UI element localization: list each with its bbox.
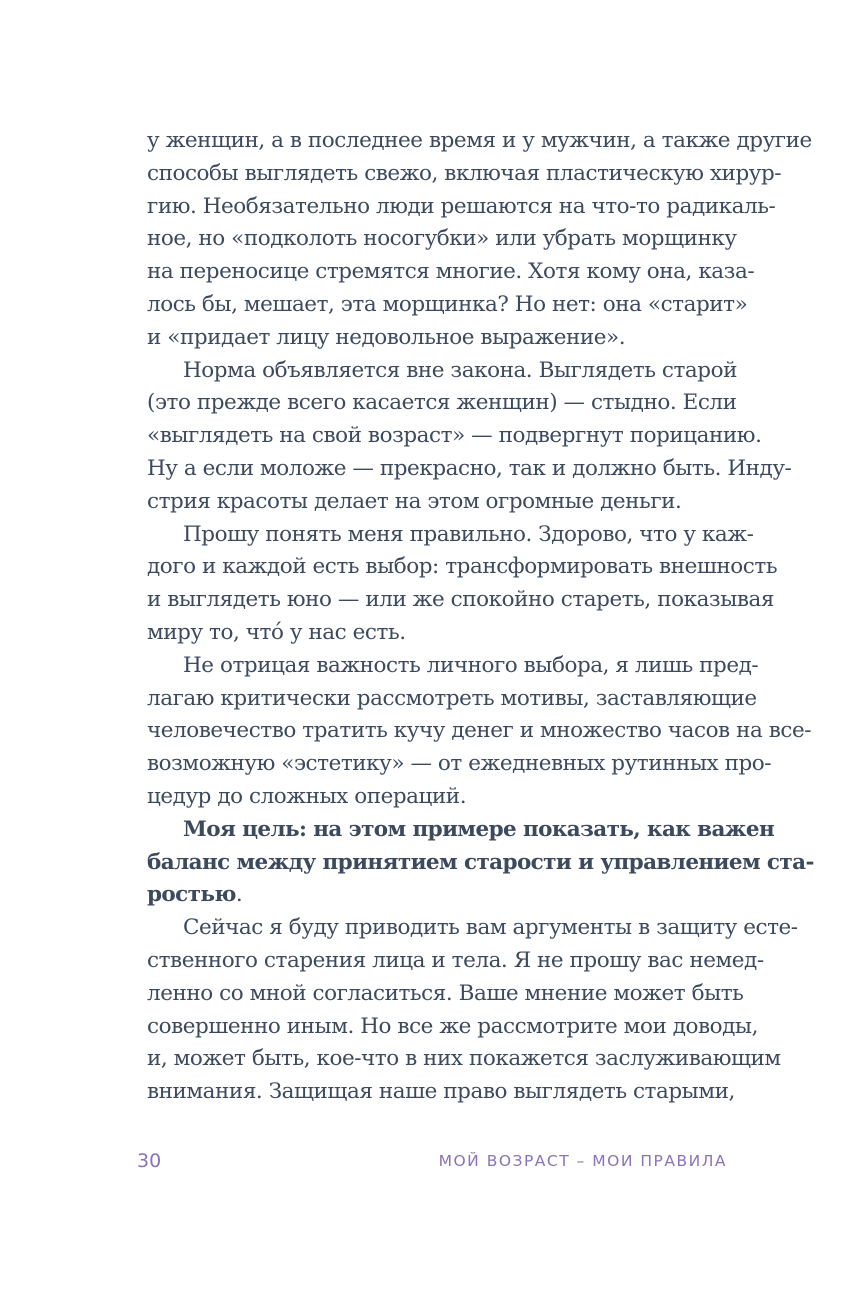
text-line: гию. Необязательно люди решаются на что-то радикаль- [147, 193, 776, 219]
text-line: лось бы, мешает, эта морщинка? Но нет: она «старит» [147, 291, 748, 317]
text-line: Сейчас я буду приводить вам аргументы в защиту есте- [183, 915, 798, 941]
text-line: ственного старения лица и тела. Я не прошу вас немед- [147, 947, 764, 973]
text-line: внимания. Защищая наше право выглядеть старыми, [147, 1079, 735, 1105]
text-line: ное, но «подколоть носогубки» или убрать морщинку [147, 226, 737, 252]
text-line: стрия красоты делает на этом огромные деньги. [147, 488, 682, 514]
emphasis-line: баланс между принятием старости и управлением ста- [147, 849, 814, 875]
text-line: человечество тратить кучу денег и множество часов на все- [147, 718, 812, 744]
emphasis-fragment: ростью [147, 882, 236, 908]
text-line: Прошу понять меня правильно. Здорово, что у каж- [183, 521, 754, 547]
running-title: МОЙ ВОЗРАСТ – МОИ ПРАВИЛА [438, 1152, 727, 1170]
sentence-period: . [235, 882, 243, 908]
text-line: «выглядеть на свой возраст» — подвергнут порицанию. [147, 423, 762, 449]
text-line: и выглядеть юно — или же спокойно стареть, показывая [147, 587, 775, 613]
text-line: Не отрицая важность личного выбора, я лишь пред- [183, 652, 759, 678]
text-line: ленно со мной согласиться. Ваше мнение может быть [147, 980, 744, 1006]
text-line: и «придает лицу недовольное выражение». [147, 324, 626, 350]
text-line: совершенно иным. Но все же рассмотрите мои доводы, [147, 1013, 758, 1039]
page-body [147, 125, 814, 1109]
page-number: 30 [137, 1150, 162, 1172]
text-line: цедур до сложных операций. [147, 783, 467, 809]
text-line: дого и каждой есть выбор: трансформировать внешность [147, 554, 778, 580]
text-line: у женщин, а в последнее время и у мужчин, а также другие [147, 128, 812, 153]
emphasis-line-end [147, 879, 727, 912]
text-line: лагаю критически рассмотреть мотивы, заставляющие [147, 685, 757, 711]
text-line: (это прежде всего касается женщин) — стыдно. Если [147, 390, 737, 416]
text-line: Норма объявляется вне закона. Выглядеть старой [183, 357, 737, 383]
text-line: на переносице стремятся многие. Хотя кому она, каза- [147, 259, 755, 285]
emphasis-line: Моя цель: на этом примере показать, как важен [183, 816, 775, 842]
text-line: способы выглядеть свежо, включая пластическую хирур- [147, 160, 782, 186]
text-line: Ну а если моложе — прекрасно, так и должно быть. Инду- [147, 455, 792, 481]
text-line: и, может быть, кое-что в них покажется заслуживающим [147, 1046, 781, 1072]
text-line: миру то, что́ у нас есть. [147, 619, 406, 645]
text-line: возможную «эстетику» — от ежедневных рутинных про- [147, 751, 772, 777]
